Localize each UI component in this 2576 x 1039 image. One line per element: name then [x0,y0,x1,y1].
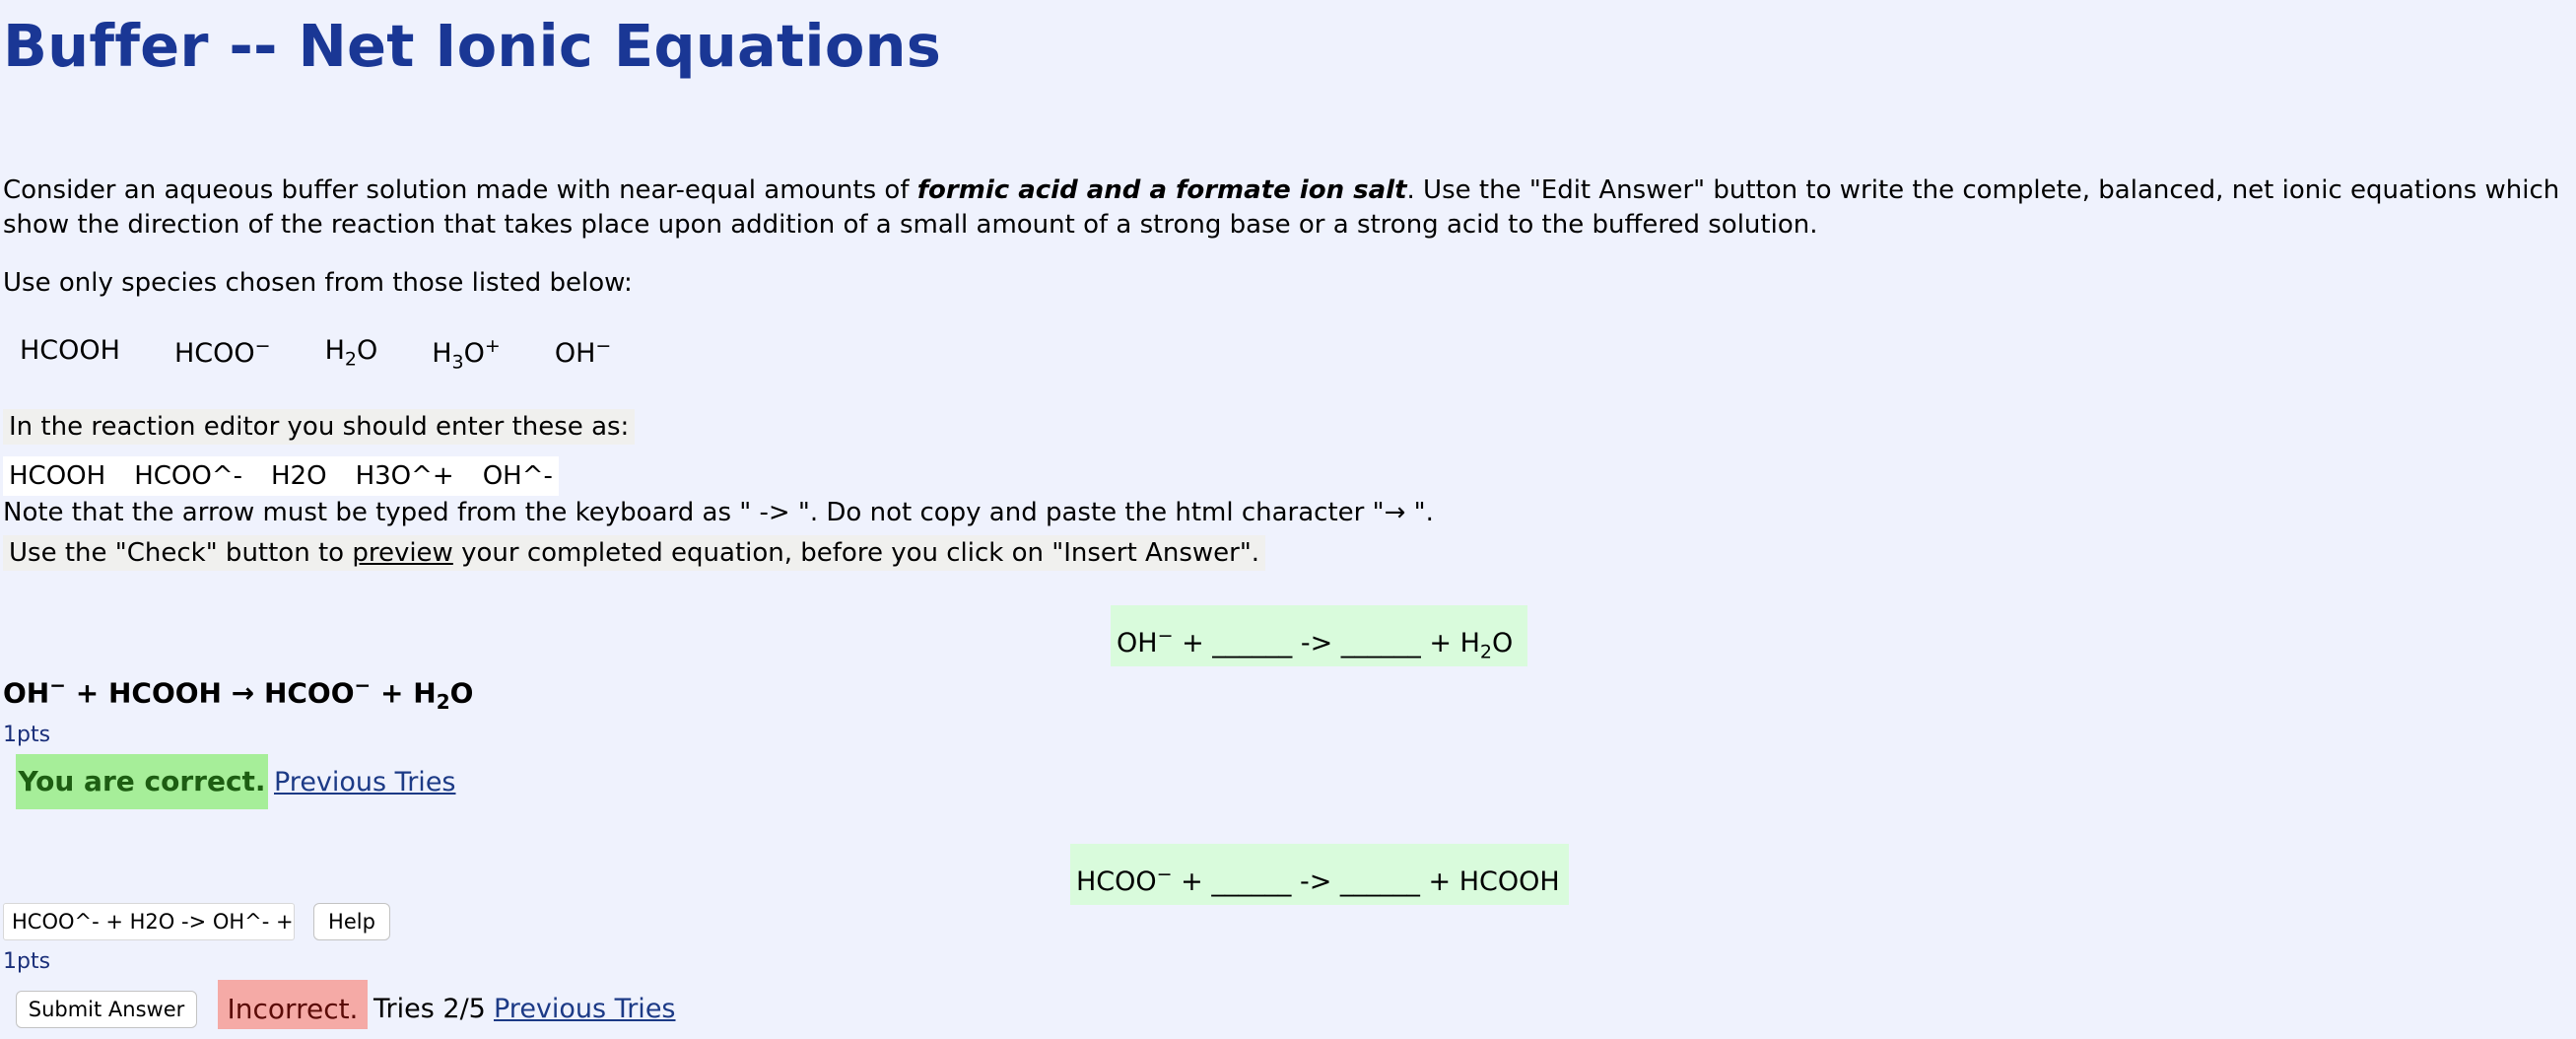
entry-code: HCOOH [9,461,106,491]
page-title: Buffer -- Net Ionic Equations [3,12,942,80]
submit-answer-button[interactable]: Submit Answer [16,991,197,1028]
intro-text-1: Consider an aqueous buffer solution made with near-equal amounts of [3,175,917,205]
tries-counter: Tries 2/5 [373,994,486,1024]
equation-template-acid: HCOO− + ______ -> ______ + HCOOH [1070,844,1569,905]
correct-status-badge: You are correct. [16,754,268,809]
intro-paragraph [3,173,2573,242]
entry-code: HCOO^- [134,461,242,491]
entry-instructions: In the reaction editor you should enter these as: [3,409,635,445]
answer-input[interactable]: HCOO^- + H2O -> OH^- + [3,903,295,940]
previous-tries-link[interactable]: Previous Tries [274,767,456,797]
species-hydroxide: OH− [554,335,612,369]
previous-tries-link[interactable]: Previous Tries [494,994,676,1024]
entry-code: OH^- [482,461,553,491]
arrow-note: Note that the arrow must be typed from the keyboard as " -> ". Do not copy and paste the html character "→ ". [3,498,1434,527]
species-list [20,335,611,373]
check-note: Use the "Check" button to preview your completed equation, before you click on "Insert Answer". [3,535,1265,571]
species-formic-acid: HCOOH [20,335,120,366]
equation-template-base: OH− + ______ -> ______ + $H_2O$ [1111,605,1527,666]
entry-code: H3O^+ [355,461,454,491]
submitted-equation: OH− + HCOOH → HCOO− + $H_2O$ [3,673,474,714]
points-label: 1pts [3,723,51,747]
points-label: 1pts [3,949,51,974]
species-water: $H_2O$ [324,335,378,371]
species-instructions: Use only species chosen from those listed below: [3,268,633,298]
preview-link[interactable]: preview [352,538,453,568]
entry-codes [3,456,559,496]
species-hydronium: $H_3O^+$ [432,335,501,374]
help-button[interactable]: Help [313,903,390,940]
intro-emphasis: formic acid and a formate ion salt [916,175,1407,205]
incorrect-status-badge: Incorrect. [218,980,368,1029]
entry-code: H2O [271,461,327,491]
intro-text-2: . Use the "Edit Answer" button to write the complete, balanced, net ionic equations which show the direction of the reaction that takes place upon addition of a small amount of a strong base or a strong acid to the buffered solution. [3,175,2560,240]
species-formate-ion: HCOO− [173,335,271,369]
